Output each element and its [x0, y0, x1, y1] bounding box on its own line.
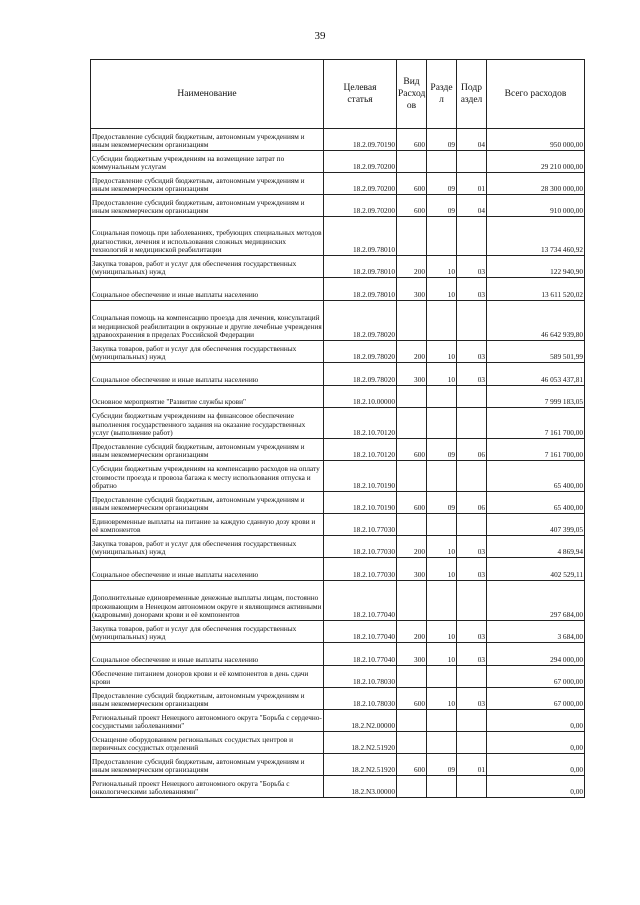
cell-total: 910 000,00: [487, 195, 585, 217]
cell-subsection: [457, 666, 487, 688]
cell-name: Закупка товаров, работ и услуг для обеспечения государственных (муниципальных) нужд: [91, 341, 324, 363]
cell-subsection: 03: [457, 536, 487, 558]
cell-subsection: 03: [457, 278, 487, 301]
cell-subsection: 01: [457, 754, 487, 776]
cell-target: 18.2.10.77030: [324, 536, 397, 558]
table-row: [91, 301, 585, 341]
cell-total: 0,00: [487, 710, 585, 732]
cell-target: 18.2.09.70200: [324, 173, 397, 195]
cell-subsection: [457, 461, 487, 492]
cell-target: 18.2.09.78020: [324, 363, 397, 386]
cell-section: 10: [427, 363, 457, 386]
cell-target: 18.2.10.78030: [324, 666, 397, 688]
cell-section: 10: [427, 558, 457, 581]
cell-subsection: [457, 776, 487, 798]
cell-name: Закупка товаров, работ и услуг для обеспечения государственных (муниципальных) нужд: [91, 256, 324, 278]
cell-name: Оснащение оборудованием региональных сосудистых центров и первичных сосудистых отделений: [91, 732, 324, 754]
cell-expense-type: [397, 301, 427, 341]
cell-name: Предоставление субсидий бюджетным, автономным учреждениям и иным некоммерческим организациям: [91, 129, 324, 151]
table-row: [91, 195, 585, 217]
cell-section: [427, 386, 457, 408]
cell-total: 65 400,00: [487, 492, 585, 514]
cell-expense-type: 600: [397, 754, 427, 776]
cell-section: 10: [427, 256, 457, 278]
table-row: [91, 363, 585, 386]
cell-expense-type: [397, 217, 427, 256]
cell-section: [427, 581, 457, 621]
cell-name: Региональный проект Ненецкого автономного округа "Борьба с онкологическими заболеваниями": [91, 776, 324, 798]
cell-subsection: 06: [457, 439, 487, 461]
table-header-row: [91, 60, 585, 129]
cell-section: [427, 666, 457, 688]
cell-expense-type: 300: [397, 643, 427, 666]
cell-expense-type: [397, 408, 427, 439]
cell-total: 13 734 460,92: [487, 217, 585, 256]
cell-total: 13 611 520,02: [487, 278, 585, 301]
cell-expense-type: [397, 461, 427, 492]
cell-expense-type: 600: [397, 492, 427, 514]
budget-table: [90, 59, 585, 798]
cell-total: 122 940,90: [487, 256, 585, 278]
cell-name: Основное мероприятие "Развитие службы крови": [91, 386, 324, 408]
cell-name: Предоставление субсидий бюджетным, автономным учреждениям и иным некоммерческим организациям: [91, 754, 324, 776]
cell-section: [427, 461, 457, 492]
table-row: [91, 386, 585, 408]
cell-target: 18.2.09.78020: [324, 301, 397, 341]
table-row: [91, 621, 585, 643]
cell-total: 589 501,99: [487, 341, 585, 363]
cell-expense-type: 200: [397, 621, 427, 643]
cell-name: Региональный проект Ненецкого автономного округа "Борьба с сердечно-сосудистыми заболеваниями": [91, 710, 324, 732]
cell-target: 18.2.09.78010: [324, 217, 397, 256]
cell-section: [427, 710, 457, 732]
cell-expense-type: 300: [397, 558, 427, 581]
header-section: Разде л: [427, 60, 457, 129]
cell-target: 18.2.10.70190: [324, 461, 397, 492]
cell-total: 294 000,00: [487, 643, 585, 666]
cell-subsection: [457, 386, 487, 408]
cell-subsection: [457, 710, 487, 732]
cell-expense-type: 600: [397, 195, 427, 217]
header-expense-type: Вид Расход ов: [397, 60, 427, 129]
page-number: 39: [314, 30, 326, 42]
cell-subsection: 03: [457, 643, 487, 666]
table-row: [91, 341, 585, 363]
cell-expense-type: 300: [397, 363, 427, 386]
cell-name: Социальное обеспечение и иные выплаты населению: [91, 558, 324, 581]
cell-subsection: 03: [457, 256, 487, 278]
cell-expense-type: 200: [397, 536, 427, 558]
table-row: [91, 408, 585, 439]
cell-section: 09: [427, 195, 457, 217]
cell-section: 09: [427, 439, 457, 461]
cell-subsection: 03: [457, 688, 487, 710]
table-row: [91, 514, 585, 536]
cell-name: Предоставление субсидий бюджетным, автономным учреждениям и иным некоммерческим организациям: [91, 492, 324, 514]
cell-total: 46 053 437,81: [487, 363, 585, 386]
cell-target: 18.2.10.77040: [324, 621, 397, 643]
cell-total: 7 999 183,05: [487, 386, 585, 408]
cell-section: [427, 217, 457, 256]
cell-total: 0,00: [487, 776, 585, 798]
cell-expense-type: [397, 666, 427, 688]
cell-subsection: [457, 408, 487, 439]
cell-subsection: 04: [457, 129, 487, 151]
cell-target: 18.2.09.70200: [324, 195, 397, 217]
cell-target: 18.2.N3.00000: [324, 776, 397, 798]
cell-name: Социальная помощь при заболеваниях, требующих специальных методов диагностики, лечения и использования сложных медицинских технологий и медицинской реабилитации: [91, 217, 324, 256]
cell-total: 950 000,00: [487, 129, 585, 151]
cell-section: 09: [427, 129, 457, 151]
cell-total: 407 399,05: [487, 514, 585, 536]
cell-subsection: 04: [457, 195, 487, 217]
cell-section: 09: [427, 492, 457, 514]
table-row: [91, 732, 585, 754]
cell-expense-type: [397, 776, 427, 798]
cell-expense-type: 600: [397, 439, 427, 461]
table-row: [91, 558, 585, 581]
cell-target: 18.2.10.78030: [324, 688, 397, 710]
cell-name: Предоставление субсидий бюджетным, автономным учреждениям и иным некоммерческим организациям: [91, 439, 324, 461]
cell-total: 7 161 700,00: [487, 408, 585, 439]
cell-section: 10: [427, 278, 457, 301]
cell-section: [427, 151, 457, 173]
cell-total: 402 529,11: [487, 558, 585, 581]
cell-target: 18.2.N2.00000: [324, 710, 397, 732]
table-row: [91, 710, 585, 732]
cell-target: 18.2.09.78020: [324, 341, 397, 363]
cell-name: Социальное обеспечение и иные выплаты населению: [91, 643, 324, 666]
cell-target: 18.2.N2.51920: [324, 732, 397, 754]
table-row: [91, 439, 585, 461]
cell-section: 10: [427, 341, 457, 363]
cell-name: Предоставление субсидий бюджетным, автономным учреждениям и иным некоммерческим организациям: [91, 173, 324, 195]
cell-section: 10: [427, 536, 457, 558]
cell-total: 0,00: [487, 732, 585, 754]
cell-target: 18.2.10.00000: [324, 386, 397, 408]
cell-name: Социальная помощь на компенсацию проезда для лечения, консультаций и медицинской реабилитации в окружные и другие лечебные учреждения здравоохранения в пределах Российской Федерации: [91, 301, 324, 341]
table-row: [91, 643, 585, 666]
cell-subsection: 06: [457, 492, 487, 514]
cell-expense-type: [397, 581, 427, 621]
cell-subsection: [457, 732, 487, 754]
table-row: [91, 754, 585, 776]
table-row: [91, 129, 585, 151]
cell-target: 18.2.10.77040: [324, 643, 397, 666]
cell-subsection: [457, 151, 487, 173]
cell-total: 67 000,00: [487, 688, 585, 710]
cell-target: 18.2.10.77030: [324, 514, 397, 536]
cell-expense-type: 200: [397, 341, 427, 363]
cell-expense-type: [397, 151, 427, 173]
cell-total: 67 000,00: [487, 666, 585, 688]
cell-name: Обеспечение питанием доноров крови и её компонентов в день сдачи крови: [91, 666, 324, 688]
table-row: [91, 217, 585, 256]
cell-section: 10: [427, 688, 457, 710]
table-row: [91, 536, 585, 558]
cell-name: Субсидии бюджетным учреждениям на возмещение затрат по коммунальным услугам: [91, 151, 324, 173]
cell-name: Социальное обеспечение и иные выплаты населению: [91, 278, 324, 301]
cell-expense-type: 200: [397, 256, 427, 278]
table-row: [91, 666, 585, 688]
cell-name: Дополнительные единовременные денежные выплаты лицам, постоянно проживающим в Ненецком автономном округе и являющимся активными (кадровыми) донорами крови и её компонентов: [91, 581, 324, 621]
cell-section: [427, 732, 457, 754]
cell-total: 3 684,00: [487, 621, 585, 643]
cell-section: [427, 776, 457, 798]
header-name: Наименование: [91, 60, 324, 129]
cell-expense-type: [397, 710, 427, 732]
cell-target: 18.2.09.70200: [324, 151, 397, 173]
cell-target: 18.2.N2.51920: [324, 754, 397, 776]
table-body: [91, 129, 585, 798]
cell-section: [427, 301, 457, 341]
cell-name: Закупка товаров, работ и услуг для обеспечения государственных (муниципальных) нужд: [91, 621, 324, 643]
cell-expense-type: 600: [397, 129, 427, 151]
cell-target: 18.2.10.77040: [324, 581, 397, 621]
cell-target: 18.2.09.78010: [324, 256, 397, 278]
cell-total: 0,00: [487, 754, 585, 776]
cell-total: 28 300 000,00: [487, 173, 585, 195]
cell-subsection: [457, 514, 487, 536]
header-subsection: Подр аздел: [457, 60, 487, 129]
cell-name: Единовременные выплаты на питание за каждую сданную дозу крови и её компонентов: [91, 514, 324, 536]
cell-expense-type: [397, 386, 427, 408]
cell-section: [427, 408, 457, 439]
cell-expense-type: 600: [397, 173, 427, 195]
cell-subsection: [457, 217, 487, 256]
table-row: [91, 461, 585, 492]
table-row: [91, 688, 585, 710]
cell-subsection: 03: [457, 341, 487, 363]
header-total: Всего расходов: [487, 60, 585, 129]
cell-expense-type: 300: [397, 278, 427, 301]
cell-total: 297 684,00: [487, 581, 585, 621]
cell-name: Субсидии бюджетным учреждениям на финансовое обеспечение выполнения государственного задания на оказание государственных услуг (выполнение работ): [91, 408, 324, 439]
cell-name: Субсидии бюджетным учреждениям на компенсацию расходов на оплату стоимости проезда и провоза багажа к месту использования отпуска и обратно: [91, 461, 324, 492]
cell-subsection: [457, 581, 487, 621]
cell-name: Предоставление субсидий бюджетным, автономным учреждениям и иным некоммерческим организациям: [91, 195, 324, 217]
table-row: [91, 776, 585, 798]
cell-subsection: [457, 301, 487, 341]
header-target: Целевая статья: [324, 60, 397, 129]
cell-target: 18.2.09.78010: [324, 278, 397, 301]
cell-section: 09: [427, 754, 457, 776]
cell-name: Социальное обеспечение и иные выплаты населению: [91, 363, 324, 386]
cell-total: 4 869,94: [487, 536, 585, 558]
table-row: [91, 492, 585, 514]
cell-section: 10: [427, 643, 457, 666]
cell-name: Закупка товаров, работ и услуг для обеспечения государственных (муниципальных) нужд: [91, 536, 324, 558]
cell-target: 18.2.10.70120: [324, 439, 397, 461]
cell-subsection: 01: [457, 173, 487, 195]
cell-section: 09: [427, 173, 457, 195]
cell-target: 18.2.09.70190: [324, 129, 397, 151]
cell-target: 18.2.10.70120: [324, 408, 397, 439]
table-row: [91, 151, 585, 173]
cell-total: 65 400,00: [487, 461, 585, 492]
cell-total: 29 210 000,00: [487, 151, 585, 173]
cell-subsection: 03: [457, 621, 487, 643]
cell-expense-type: [397, 514, 427, 536]
cell-expense-type: 600: [397, 688, 427, 710]
cell-expense-type: [397, 732, 427, 754]
cell-name: Предоставление субсидий бюджетным, автономным учреждениям и иным некоммерческим организациям: [91, 688, 324, 710]
cell-total: 7 161 700,00: [487, 439, 585, 461]
table-row: [91, 581, 585, 621]
cell-subsection: 03: [457, 558, 487, 581]
table-row: [91, 173, 585, 195]
cell-subsection: 03: [457, 363, 487, 386]
table-row: [91, 278, 585, 301]
cell-target: 18.2.10.77030: [324, 558, 397, 581]
cell-section: [427, 514, 457, 536]
cell-target: 18.2.10.70190: [324, 492, 397, 514]
cell-section: 10: [427, 621, 457, 643]
cell-total: 46 642 939,80: [487, 301, 585, 341]
table-row: [91, 256, 585, 278]
